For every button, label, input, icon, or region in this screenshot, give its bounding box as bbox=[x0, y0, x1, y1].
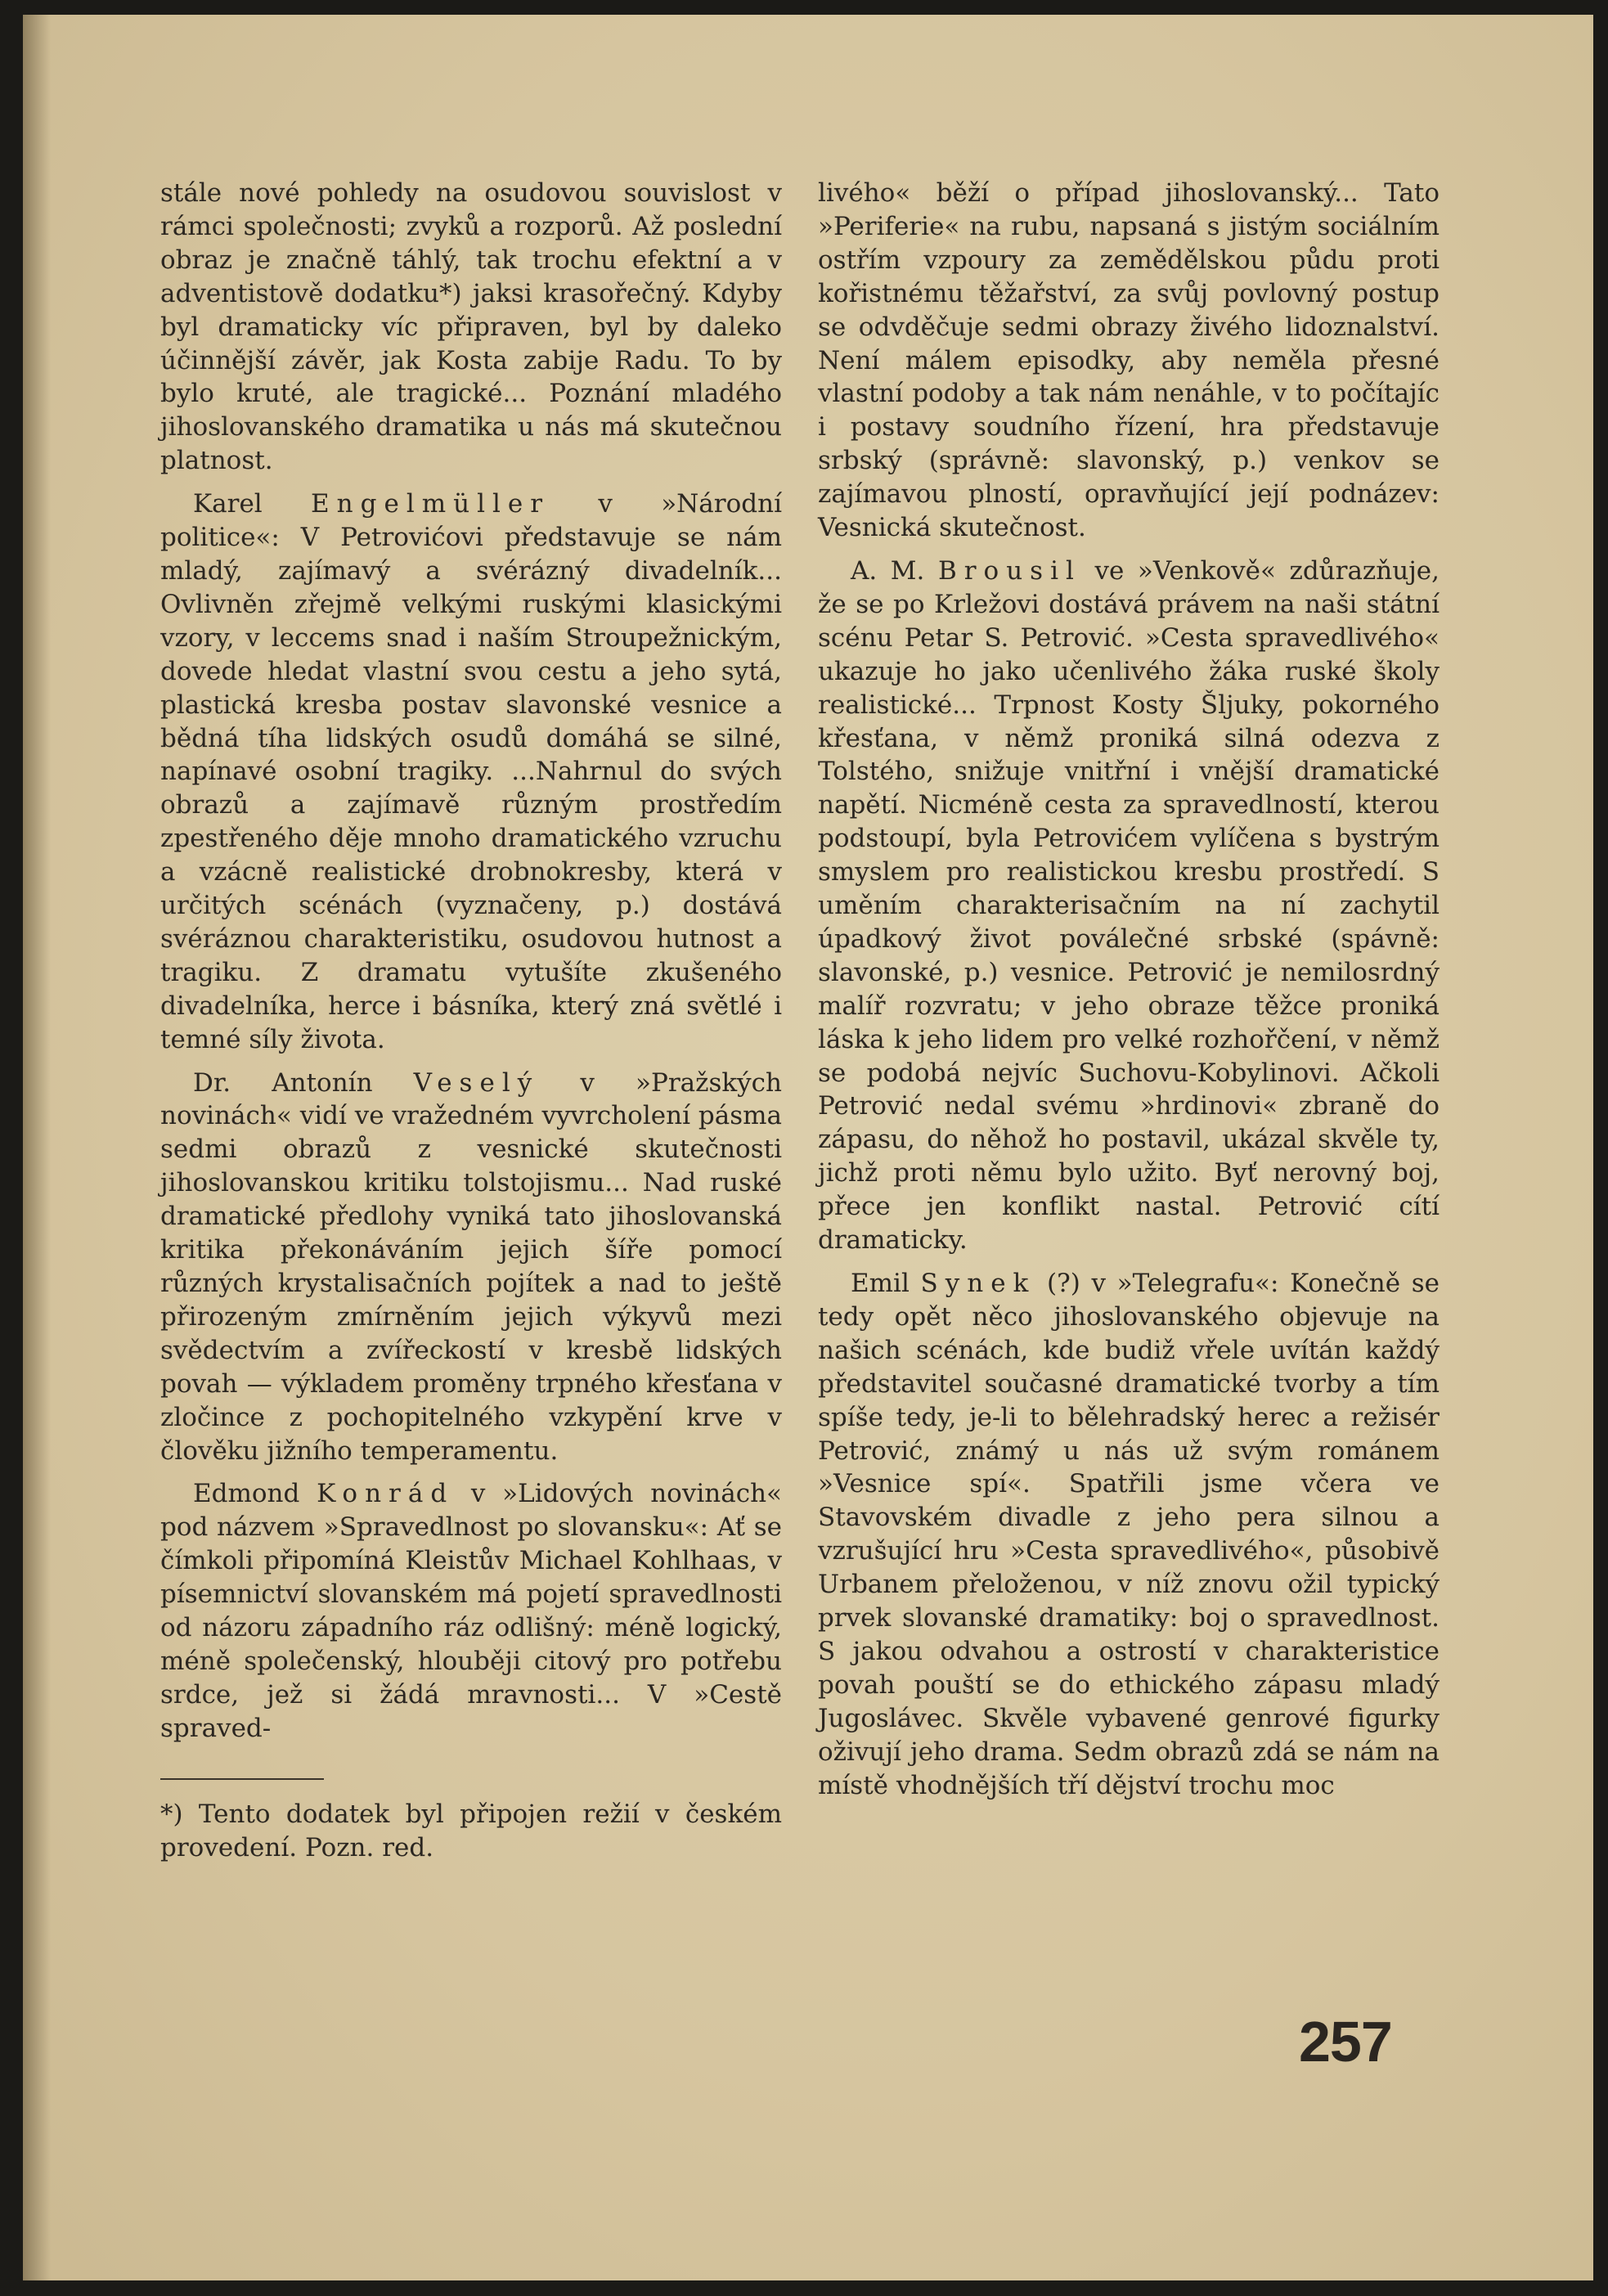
left-paragraph-3 bbox=[160, 1067, 782, 1468]
review-text: v »Pražských novinách« vidí ve vražedném vyvrcholení pásma sedmi obrazů z vesnické skutečnosti jihoslovanskou kritiku tolstojismu... Nad ruské dramatické předlohy vyniká tato jihoslovanská kritika překonáváním jejich šíře pomocí různých krystalisačních pojítek a nad to ještě přirozeným zmírněním jejich výkyvů mezi svědectvím a zvířeckostí v kresbě lidských povah — výkladem proměny trpného křesťana v zločince z pochopitelného vzkypění krve v člověku jižního temperamentu. bbox=[160, 1067, 782, 1466]
right-paragraph-2 bbox=[818, 555, 1440, 1257]
review-author-surname: Veselý bbox=[413, 1067, 540, 1098]
book-page bbox=[23, 15, 1593, 2280]
review-author-surname: Konrád bbox=[317, 1479, 455, 1509]
left-paragraph-4 bbox=[160, 1477, 782, 1745]
left-column bbox=[160, 177, 782, 1865]
review-author-lead: Emil bbox=[851, 1269, 921, 1298]
review-author-surname: Synek bbox=[920, 1269, 1036, 1298]
review-text: ve »Venkově« zdůrazňuje, že se po Krležovi dostává právem na naši státní scénu Petar S. Petrović. »Cesta spravedlivého« ukazuje ho jako učenlivého žáka ruské školy realistické... Trpnost Kosty Šljuky, pokorného křesťana, v němž proniká silná odezva z Tolstého, snižuje vnitřní i vnější dramatické napětí. Nicméně cesta za spravedlností, kterou podstoupí, byla Petrovićem vylíčena s bystrým smyslem pro realistickou kresbu prostředí. S uměním charakterisačním na ní zachytil úpadkový život poválečné srbské (spávně: slavonské, p.) vesnice. Petrović je nemilosrdný malíř rozvratu; v jeho obraze těžce proniká láska k jeho lidem pro velké rozhořčení, v němž se podobá nejvíc Suchovu-Kobylinovi. Ačkoli Petrović nedal svému »hrdinovi« zbraně do zápasu, do něhož ho postavil, ukázal skvěle ty, jichž proti němu bylo užito. Byť nerovný boj, přece jen konflikt nastal. Petrović cítí dramaticky. bbox=[818, 555, 1440, 1256]
review-author-lead: Dr. Antonín bbox=[193, 1067, 414, 1098]
right-column bbox=[818, 177, 1440, 1803]
footnote-divider bbox=[160, 1778, 324, 1780]
review-text: (?) v »Telegrafu«: Konečně se tedy opět něco jihoslovanského objevuje na našich scénách, kde budiž vřele uvítán každý představitel současné dramatické tvorby a tím spíše tedy, je-li to bělehradský herec a režisér Petrović, známý u nás už svým románem »Vesnice spí«. Spatřili jsme včera ve Stavovském divadle z jeho pera silnou a vzrušující hru »Cesta spravedlivého«, působivě Urbanem přeloženou, v níž znovu ožil typický prvek slovanské dramatiky: boj o spravedlnost. S jakou odvahou a ostrostí v charakteristice povah pouští se do ethického zápasu mladý Jugoslávec. Skvěle vybavené genrové figurky oživují jeho drama. Sedm obrazů zdá se nám na místě vhodnějších tří dějství trochu moc bbox=[818, 1269, 1440, 1800]
review-author-lead: Edmond bbox=[193, 1479, 317, 1509]
review-author-lead: Karel bbox=[193, 489, 312, 519]
review-text: v »Lidových novinách« pod názvem »Spravedlnost po slovansku«: Ať se čímkoli připomíná Kleistův Michael Kohlhaas, v písemnictví slovanském má pojetí spravedlnosti od názoru západního ráz odlišný: méně logický, méně společenský, hlouběji citový pro potřebu srdce, jež si žádá mravnosti... V »Cestě spraved- bbox=[160, 1479, 783, 1743]
left-paragraph-2 bbox=[160, 488, 782, 1056]
right-paragraph-1: livého« běží o případ jihoslovanský... Tato »Periferie« na rubu, napsaná s jistým sociálním ostřím vzpoury za zemědělskou půdu proti kořistnému těžařství, za svůj povlovný postup se odvděčuje sedmi obrazy živého lidoznalství. Není málem episodky, aby neměla přesné vlastní podoby a tak nám nenáhle, v to počítajíc i postavy soudního řízení, hra představuje srbský (správně: slavonský, p.) venkov se zajímavou plností, opravňující její podnázev: Vesnická skutečnost. bbox=[818, 178, 1440, 543]
review-author-lead: A. M. bbox=[851, 555, 938, 586]
review-author-surname: Engelmüller bbox=[311, 489, 550, 519]
right-paragraph-3 bbox=[818, 1267, 1440, 1803]
left-paragraph-1: stále nové pohledy na osudovou souvislost v rámci společnosti; zvyků a rozporů. Až poslední obraz je značně táhlý, tak trochu efektní a v adventistově dodatku*) jaksi krasořečný. Kdyby byl dramaticky víc připraven, byl by daleko účinnější závěr, jak Kosta zabije Radu. To by bylo kruté, ale tragické... Poznání mladého jihoslovanského dramatika u nás má skutečnou platnost. bbox=[160, 178, 782, 476]
review-text: v »Národní politice«: V Petrovićovi představuje se nám mladý, zajímavý a svérázný divadelník... Ovlivněn zřejmě velkými ruskými klasickými vzory, v leccems snad i naším Stroupežnickým, dovede hledat vlastní svou cestu a jeho sytá, plastická kresba postav slavonské vesnice a bědná tíha lidských osudů domáhá se silné, napínavé osobní tragiky. ...Nahrnul do svých obrazů a zajímavě různým prostředím zpestřeného děje mnoho dramatického vzruchu a vzácně realistické drobnokresby, která v určitých scénách (vyznačeny, p.) dostává svéráznou charakteristiku, osudovou hutnost a tragiku. Z dramatu vytušíte zkušeného divadelníka, herce i básníka, který zná světlé i temné síly života. bbox=[160, 489, 782, 1054]
spine-shadow bbox=[23, 15, 51, 2280]
review-author-surname: Brousil bbox=[937, 555, 1081, 586]
footnote: *) Tento dodatek byl připojen režií v českém provedení. Pozn. red. bbox=[160, 1799, 782, 1862]
page-number: 257 bbox=[1299, 2010, 1392, 2074]
